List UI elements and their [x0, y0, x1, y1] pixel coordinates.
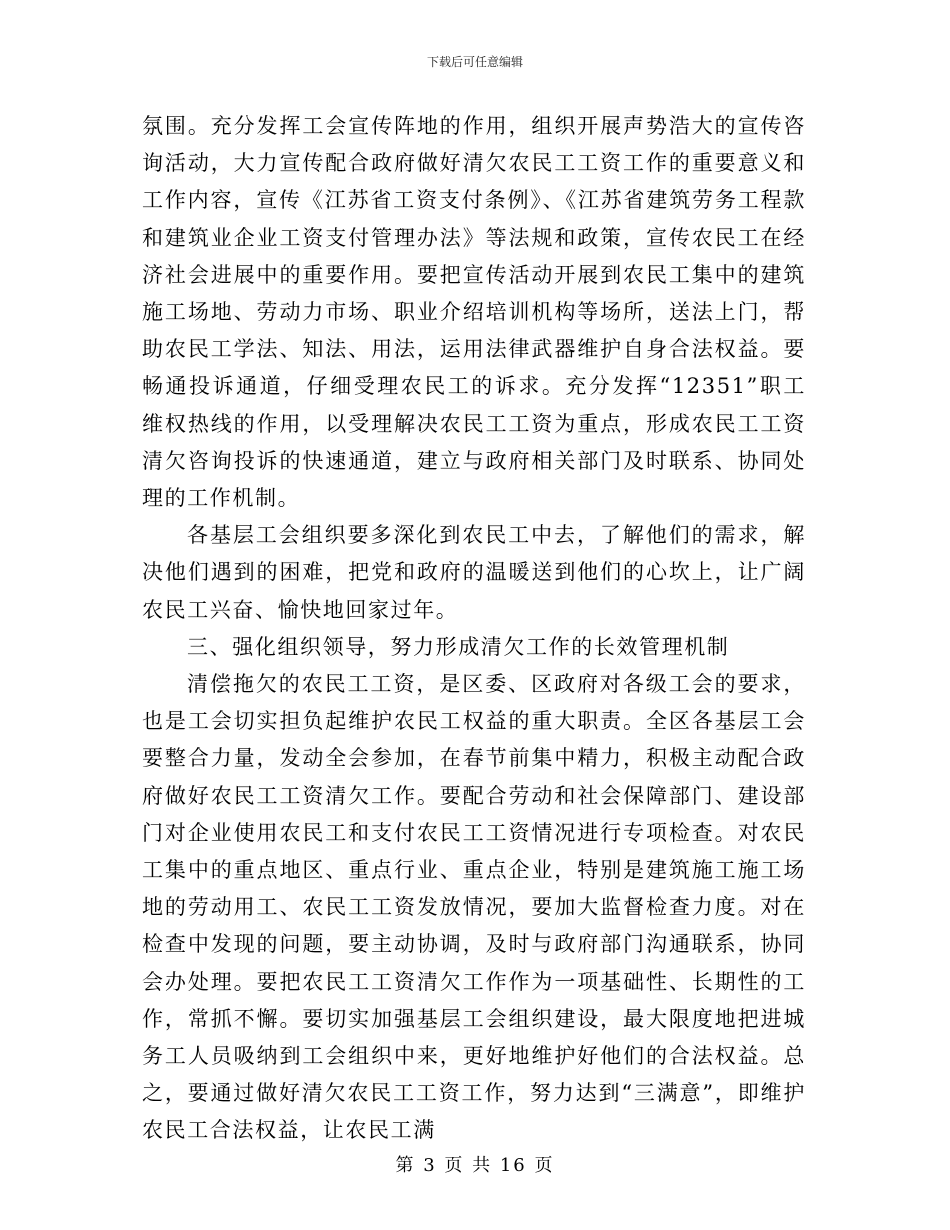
page-number: 第 3 页 共 16 页 [395, 1155, 555, 1176]
paragraph-leadership: 清偿拖欠的农民工工资，是区委、区政府对各级工会的要求，也是工会切实担负起维护农民工权益的重大职责。全区各基层工会要整合力量，发动全会参加，在春节前集中精力，积极主动配合政府做好农民工工资清欠工作。要配合劳动和社会保障部门、建设部门对企业使用农民工和支付农民工工资情况进行专项检查。对农民工集中的重点地区、重点行业、重点企业，特别是建筑施工施工场地的劳动用工、农民工工资发放情况，要加大监督检查力度。对在检查中发现的问题，要主动协调，及时与政府部门沟通联系，协同会办处理。要把农民工工资清欠工作作为一项基础性、长期性的工作，常抓不懈。要切实加强基层工会组织建设，最大限度地把进城务工人员吸纳到工会组织中来，更好地维护好他们的合法权益。总之，要通过做好清欠农民工工资工作，努力达到“三满意”，即维护农民工合法权益，让农民工满 [142, 672, 806, 1143]
page-header: 下载后可任意编辑 [426, 55, 523, 69]
section-heading: 三、强化组织领导，努力形成清欠工作的长效管理机制 [187, 634, 730, 659]
document-body [142, 108, 806, 1150]
paragraph-outreach: 各基层工会组织要多深化到农民工中去，了解他们的需求，解决他们遇到的困难，把党和政府的温暖送到他们的心坎上，让广阔农民工兴奋、愉快地回家过年。 [142, 523, 806, 622]
paragraph-continuation: 氛围。充分发挥工会宣传阵地的作用，组织开展声势浩大的宣传咨询活动，大力宣传配合政府做好清欠农民工工资工作的重要意义和工作内容，宣传《江苏省工资支付条例》、《江苏省建筑劳务工程款和建筑业企业工资支付管理办法》等法规和政策，宣传农民工在经济社会进展中的重要作用。要把宣传活动开展到农民工集中的建筑施工场地、劳动力市场、职业介绍培训机构等场所，送法上门，帮助农民工学法、知法、用法，运用法律武器维护自身合法权益。要畅通投诉通道，仔细受理农民工的诉求。充分发挥“12351”职工维权热线的作用，以受理解决农民工工资为重点，形成农民工工资清欠咨询投诉的快速通道，建立与政府相关部门及时联系、协同处理的工作机制。 [142, 114, 806, 511]
